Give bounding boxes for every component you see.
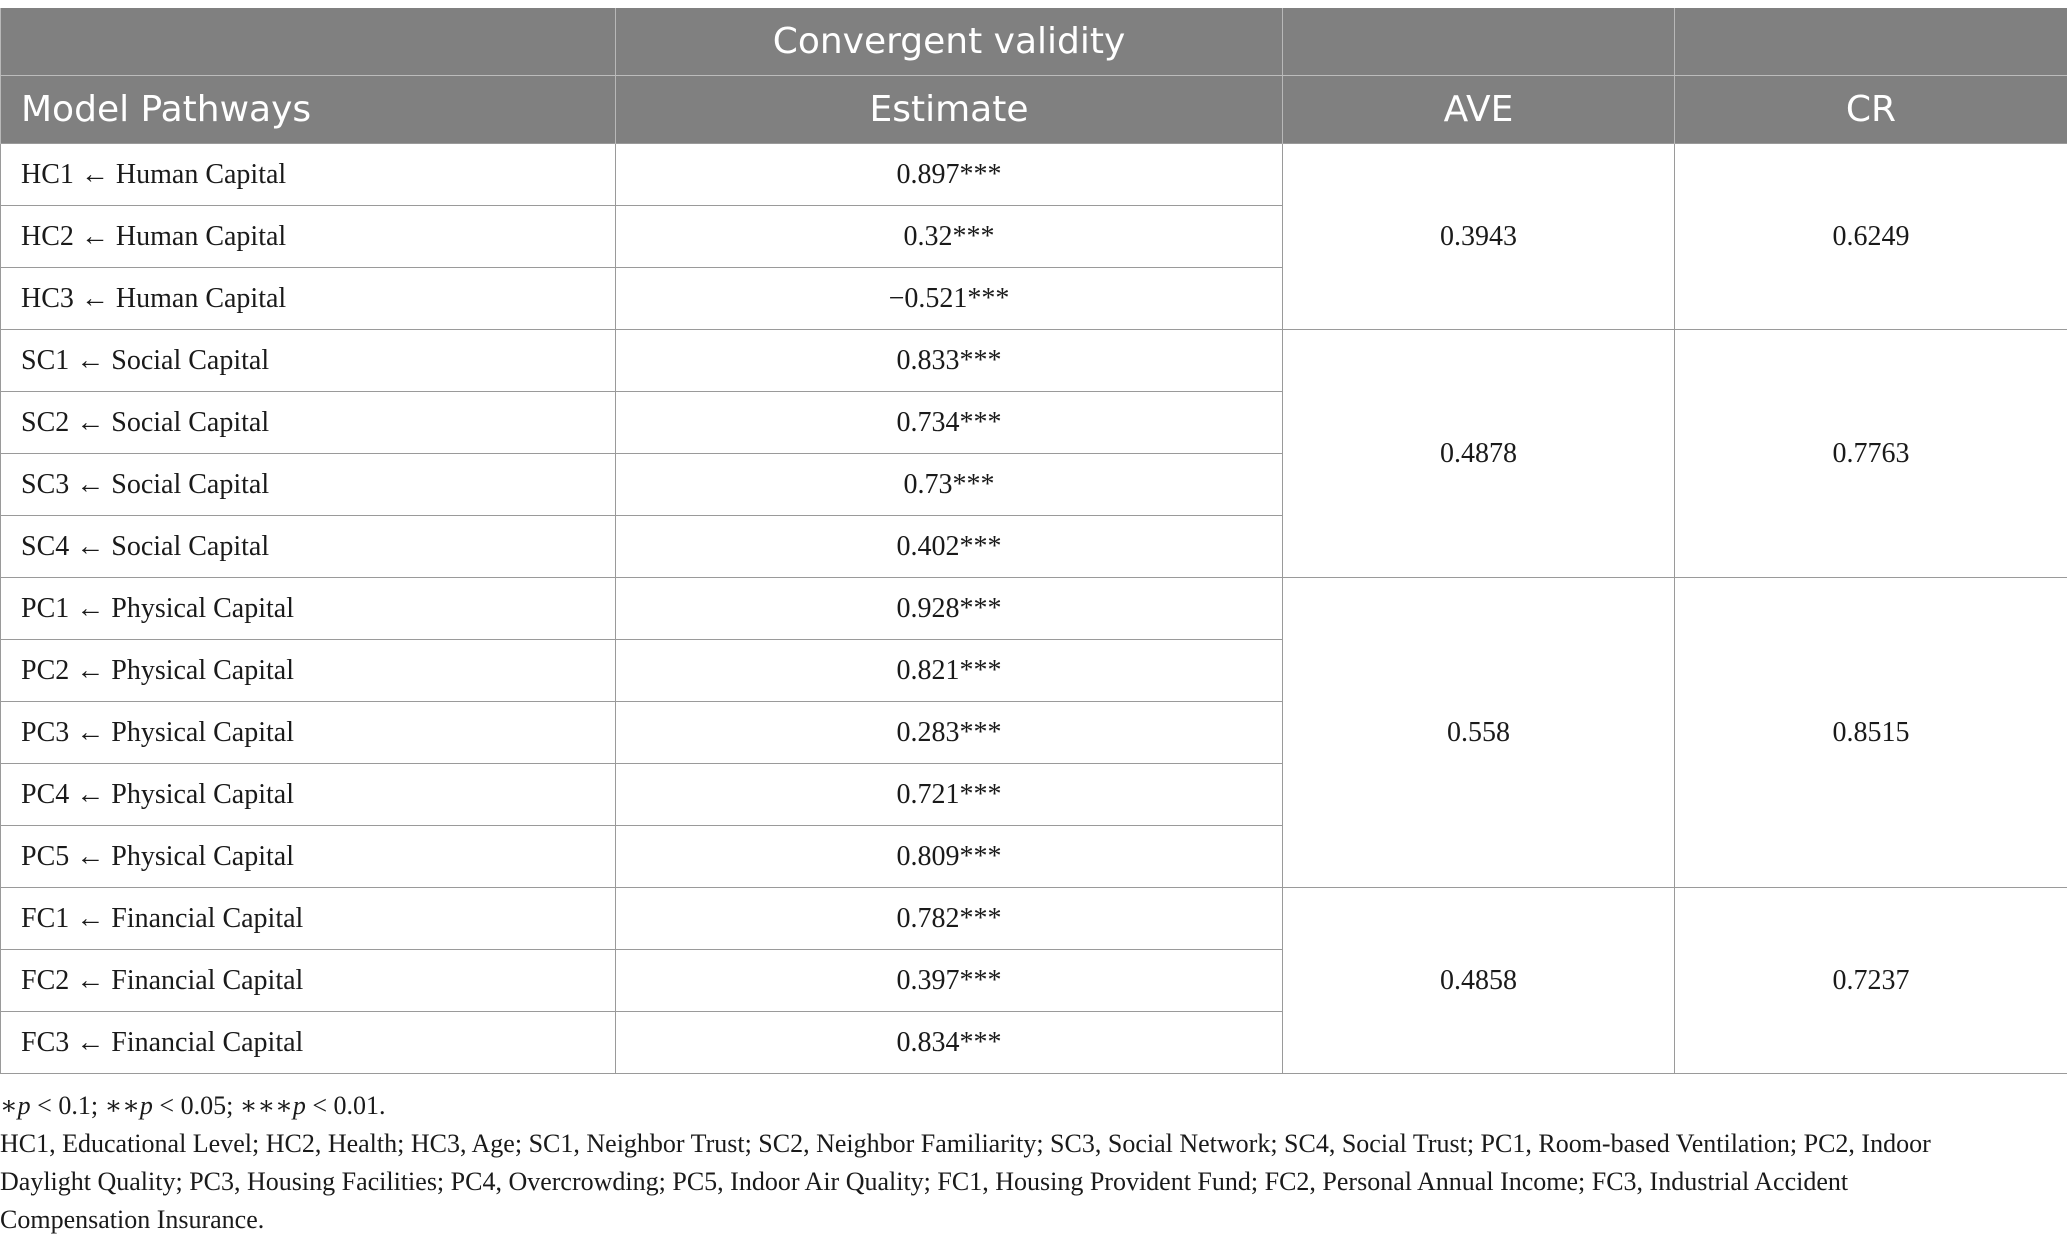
- threshold-text: < 0.1;: [30, 1091, 105, 1120]
- estimate-cell: −0.521***: [616, 268, 1283, 330]
- star-1: ∗: [0, 1091, 18, 1120]
- pathway-cell: PC5 ← Physical Capital: [1, 826, 616, 888]
- estimate-cell: 0.897***: [616, 144, 1283, 206]
- pathway-cell: SC1 ← Social Capital: [1, 330, 616, 392]
- estimate-cell: 0.734***: [616, 392, 1283, 454]
- abbreviation-definitions: HC1, Educational Level; HC2, Health; HC3, Age; SC1, Neighbor Trust; SC2, Neighbor Familiarity; SC3, Social Network; SC4, Social Trust; PC1, Room-based Ventilation; PC2, Indoor Daylight Quality; PC3, Housing Facilities; PC4, Overcrowding; PC5, Indoor Air Quality; FC1, Housing Provident Fund; FC2, Personal Annual Income; FC3, Industrial Accident Compensation Insurance.: [0, 1129, 1931, 1234]
- significance-note: [0, 1087, 2000, 1125]
- pathway-cell: PC2 ← Physical Capital: [1, 640, 616, 702]
- estimate-cell: 0.283***: [616, 702, 1283, 764]
- star-2: ∗∗: [104, 1091, 140, 1120]
- estimate-cell: 0.782***: [616, 888, 1283, 950]
- estimate-cell: 0.928***: [616, 578, 1283, 640]
- p-symbol: p: [17, 1091, 31, 1120]
- ave-cell: 0.4858: [1283, 888, 1675, 1074]
- cr-cell: 0.7237: [1675, 888, 2067, 1074]
- estimate-cell: 0.833***: [616, 330, 1283, 392]
- header-blank-cell: [1675, 8, 2067, 76]
- estimate-cell: 0.73***: [616, 454, 1283, 516]
- estimate-cell: 0.821***: [616, 640, 1283, 702]
- table-row: [1, 888, 2067, 950]
- pathway-cell: HC3 ← Human Capital: [1, 268, 616, 330]
- pathway-cell: PC4 ← Physical Capital: [1, 764, 616, 826]
- pathway-cell: PC3 ← Physical Capital: [1, 702, 616, 764]
- pathway-cell: FC2 ← Financial Capital: [1, 950, 616, 1012]
- header-blank-cell: [1, 8, 616, 76]
- estimate-cell: 0.834***: [616, 1012, 1283, 1074]
- threshold-text: < 0.01.: [305, 1091, 386, 1120]
- header-ave: AVE: [1283, 76, 1675, 144]
- estimate-cell: 0.809***: [616, 826, 1283, 888]
- estimate-cell: 0.32***: [616, 206, 1283, 268]
- pathway-cell: PC1 ← Physical Capital: [1, 578, 616, 640]
- table-body: [1, 144, 2067, 1074]
- ave-cell: 0.558: [1283, 578, 1675, 888]
- table-container: [0, 8, 2067, 1074]
- pathway-cell: SC2 ← Social Capital: [1, 392, 616, 454]
- cr-cell: 0.6249: [1675, 144, 2067, 330]
- p-symbol: p: [292, 1091, 306, 1120]
- ave-cell: 0.4878: [1283, 330, 1675, 578]
- table-header: [1, 8, 2067, 144]
- cr-cell: 0.7763: [1675, 330, 2067, 578]
- table-footnotes: [0, 1087, 2000, 1239]
- pathway-cell: FC3 ← Financial Capital: [1, 1012, 616, 1074]
- estimate-cell: 0.721***: [616, 764, 1283, 826]
- ave-cell: 0.3943: [1283, 144, 1675, 330]
- estimate-cell: 0.397***: [616, 950, 1283, 1012]
- pathway-cell: HC1 ← Human Capital: [1, 144, 616, 206]
- threshold-text: < 0.05;: [152, 1091, 240, 1120]
- table-row: [1, 330, 2067, 392]
- header-model-pathways: Model Pathways: [1, 76, 616, 144]
- pathway-cell: FC1 ← Financial Capital: [1, 888, 616, 950]
- header-group-label: Convergent validity: [616, 8, 1283, 76]
- pathway-cell: SC4 ← Social Capital: [1, 516, 616, 578]
- cr-cell: 0.8515: [1675, 578, 2067, 888]
- estimate-cell: 0.402***: [616, 516, 1283, 578]
- table-row: [1, 144, 2067, 206]
- header-estimate: Estimate: [616, 76, 1283, 144]
- pathway-cell: HC2 ← Human Capital: [1, 206, 616, 268]
- table-row: [1, 578, 2067, 640]
- header-blank-cell: [1283, 8, 1675, 76]
- p-symbol: p: [139, 1091, 153, 1120]
- header-cr: CR: [1675, 76, 2067, 144]
- convergent-validity-table: [0, 8, 2067, 1074]
- star-3: ∗∗∗: [239, 1091, 293, 1120]
- pathway-cell: SC3 ← Social Capital: [1, 454, 616, 516]
